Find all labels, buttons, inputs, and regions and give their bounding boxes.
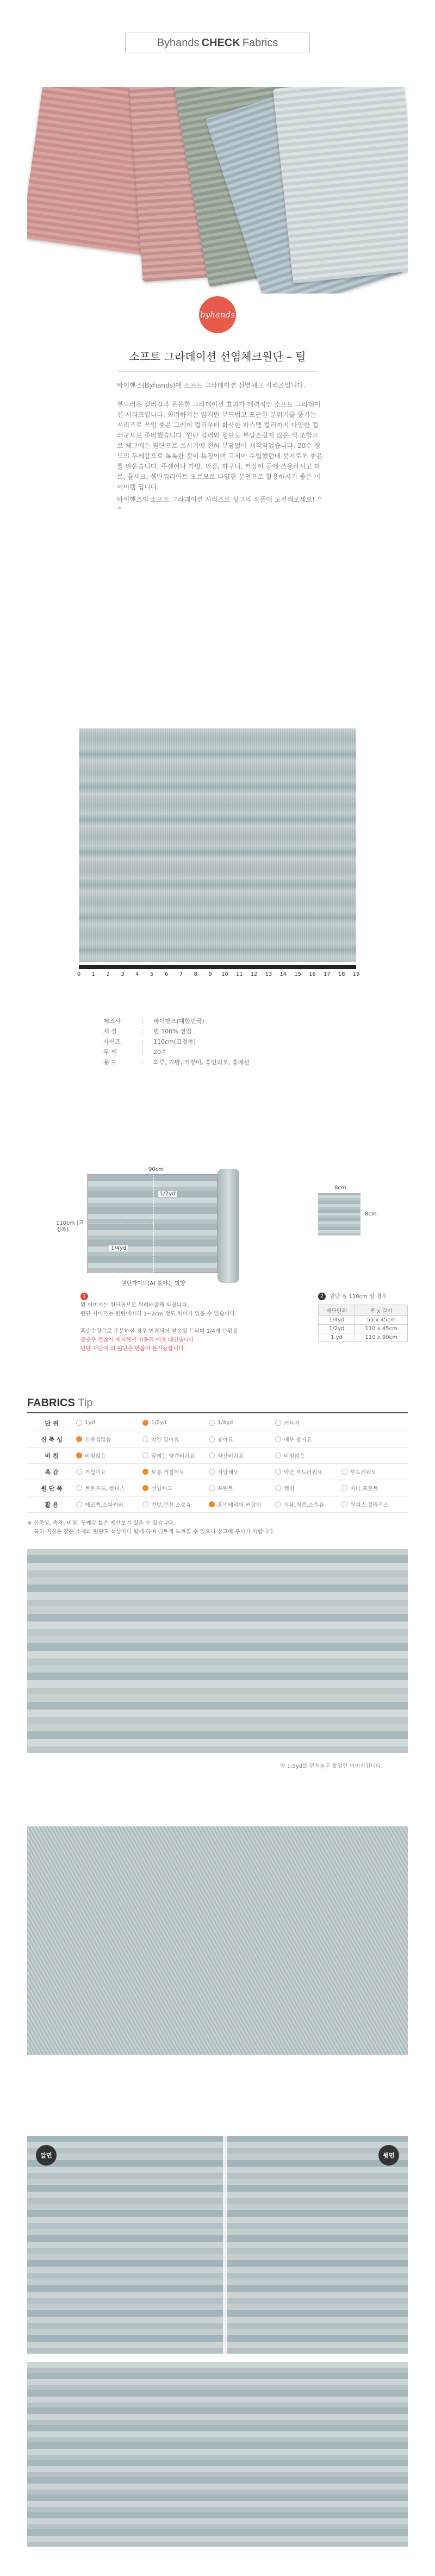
ruler-tick-label: 11: [235, 971, 243, 977]
tip-option: [341, 1500, 408, 1508]
tip-option: [275, 1500, 341, 1508]
intro-paragraph-2: 부드러운 컬러감과 은은한 그라데이션 효과가 매력적인 소프트 그라데이션 시리즈입니다. 화려하지는 않지만 부드럽고 포근한 분위기를 풍기는 시리즈로 쓰임 좋은 그레이 컬러부터 화사한 파스텔 컬러까지 다양한 컬러군으로 준비했습니다. 원단 컬러와 원단도 부담스럽지 않은 색 조합으로 체그에든 원단으로 쓰시기에 전혀 부담없이 제작되었습니다. 20수 정도의 두께감으로 톡톡한 것이 특징이며 고저에 수입했던데 뭇지로쏘 좋은를 바운습니다. 주센어나 가방, 의감, 파구니, 커장이 등에 쓰용하시고 파르, 틀세크, 셀탄워러이트 모르모로 다양한 분연으로 활용하시기 좋은 이 이이템 입니다.: [117, 401, 323, 491]
size-header-dim: 폭 x 길이: [355, 1305, 408, 1316]
radio-indicator-icon: [142, 1501, 148, 1507]
tip-row-label: 신 축 성: [41, 1436, 63, 1443]
fabric-panel-light: [273, 87, 408, 284]
size-row: [319, 1325, 408, 1333]
swatch-width-label: 8cm: [333, 1185, 348, 1191]
size-cell: 1/4yd: [319, 1316, 355, 1325]
ruler-tick-label: 1: [91, 971, 96, 977]
tip-option-label: 신축성없음: [85, 1437, 111, 1443]
size-cell: 110 x 90cm: [355, 1333, 408, 1342]
radio-indicator-icon: [76, 1501, 82, 1507]
tip-option-label: 앞에는 약간비쳐요: [151, 1454, 195, 1459]
radio-indicator-icon: [275, 1469, 281, 1475]
tip-option-label: 부드러워요: [350, 1470, 377, 1476]
tip-option-label: 약간 있어요: [151, 1437, 179, 1443]
tip-title-suffix: Tip: [78, 1397, 93, 1409]
brand-logo: [199, 296, 236, 333]
tip-option: [275, 1419, 341, 1427]
tip-divider: [27, 1412, 408, 1413]
tip-option-label: 의류,식품,소품류: [284, 1502, 324, 1508]
spec-colon: :: [141, 1038, 144, 1045]
ruler-bar: [79, 965, 356, 969]
size-cell: 55 x 45cm: [355, 1316, 408, 1325]
spec-colon: :: [141, 1028, 144, 1035]
tip-option: [76, 1435, 142, 1443]
tip-row-label: 원 단 폭: [41, 1485, 63, 1492]
tip-option: [76, 1420, 142, 1426]
ruler-tick-label: 15: [294, 971, 301, 977]
width-label: 90cm: [147, 1167, 165, 1172]
radio-indicator-icon: [209, 1420, 215, 1426]
size-header-unit: 재단단위: [319, 1305, 355, 1316]
tip-option-label: 선염체크: [151, 1486, 172, 1492]
spec-row: [103, 1016, 204, 1025]
size-row: [319, 1333, 408, 1342]
radio-indicator-icon: [76, 1436, 82, 1442]
tip-option: [142, 1468, 209, 1476]
radio-indicator-icon: [76, 1420, 82, 1426]
cut-b-label: 1/4yd: [109, 1245, 128, 1251]
radio-indicator-icon: [76, 1452, 82, 1458]
ruler-tick-label: 14: [279, 971, 287, 977]
fabric-closeup-detail: [27, 2362, 408, 2547]
fabric-closeup-flat: [27, 1549, 408, 1753]
fabric-swatch-image: [79, 728, 356, 962]
tip-option: [275, 1468, 341, 1476]
fabric-closeup-drape: [27, 1826, 408, 2055]
spec-value: 110cm(고정폭): [153, 1038, 196, 1045]
spec-row: [103, 1058, 250, 1066]
tip-option-label: 좋아요: [217, 1437, 233, 1443]
tip-option-label: 거칠어요: [85, 1470, 106, 1476]
selvedge-line: [223, 2136, 227, 2354]
direction-label: 원단가이드(A) 롤이는 방향: [120, 1278, 187, 1287]
brand-suffix: Fabrics: [242, 36, 278, 49]
spec-row: [103, 1047, 167, 1056]
tip-row-label: 촉 감: [45, 1468, 59, 1476]
tip-option: [142, 1500, 209, 1508]
tip-option: [209, 1500, 275, 1508]
note-1: [80, 1293, 276, 1354]
note-1-line: 위 이미지는 원크롬으로 원례배출해 타졌니다.: [80, 1302, 189, 1308]
radio-indicator-icon: [209, 1501, 215, 1507]
spec-key: 두 께: [103, 1049, 117, 1056]
radio-indicator-icon: [341, 1501, 347, 1507]
tip-row: [27, 1448, 408, 1464]
spec-colon: :: [141, 1059, 144, 1066]
size-cell: 1 yd: [319, 1333, 355, 1342]
brand-name: Byhands: [157, 36, 200, 49]
tip-option-label: 매우 좋아요: [284, 1437, 312, 1443]
tip-option: [142, 1435, 209, 1443]
size-cell: 110 x 45cm: [355, 1325, 408, 1333]
tip-option: [341, 1468, 408, 1476]
tip-option-label: 에코백,소파커버: [85, 1502, 123, 1508]
product-title: 소프트 그라데이션 선염체크원단 – 틸: [129, 350, 306, 363]
spec-row: [103, 1037, 196, 1046]
tip-option-label: 비침없음: [85, 1454, 106, 1459]
radio-indicator-icon: [142, 1485, 148, 1491]
tip-option-label: 커트지: [284, 1421, 300, 1427]
back-badge: 뒷면: [378, 2145, 399, 2166]
spec-colon: :: [141, 1049, 144, 1056]
note-1-marker: 1: [80, 1293, 88, 1300]
tip-option: [76, 1500, 142, 1508]
ruler-tick-label: 5: [150, 971, 154, 977]
closeup-caption: 약 1.5yd를 펀쳐놓고 촬영한 이미지입니다.: [280, 1763, 383, 1769]
radio-indicator-icon: [209, 1469, 215, 1475]
spec-row: [103, 1027, 191, 1036]
radio-indicator-icon: [76, 1485, 82, 1491]
size-row: [319, 1316, 408, 1325]
radio-indicator-icon: [341, 1485, 347, 1491]
tip-title: [27, 1397, 92, 1409]
tip-row-label: 비 침: [45, 1452, 59, 1459]
ruler-tick-label: 16: [309, 971, 316, 977]
note-1-line: 출순우 전찮시 재지해서 자동드 예초 때인습니다.: [80, 1337, 196, 1343]
tip-row: [27, 1415, 408, 1431]
tip-option: [76, 1484, 142, 1492]
size-table: [318, 1305, 408, 1342]
swatch-height-label: 8cm: [363, 1211, 378, 1217]
small-swatch-image: [318, 1193, 361, 1236]
tip-row: [27, 1464, 408, 1480]
radio-indicator-icon: [76, 1469, 82, 1475]
spec-value: 바이핸즈(대한민국): [153, 1018, 204, 1025]
tip-option-label: 프린트: [217, 1486, 233, 1492]
radio-indicator-icon: [142, 1452, 148, 1458]
radio-indicator-icon: [142, 1420, 148, 1426]
tip-option: [209, 1468, 275, 1476]
tip-option: [142, 1420, 209, 1426]
tip-option-label: 보통 거칠어요: [151, 1470, 185, 1476]
tip-row: [27, 1480, 408, 1496]
tip-option: [142, 1484, 209, 1492]
tip-option-label: 1yd: [85, 1420, 95, 1426]
tip-title-main: FABRICS: [27, 1397, 75, 1409]
spec-value: 면 100% 선염: [153, 1028, 192, 1035]
tip-option: [275, 1484, 341, 1492]
intro-paragraph-3: 바이핸즈의 소프트 그라데이션 시리즈로 싱그의 작품에 도전해보세요! ^ ^: [117, 496, 322, 514]
radio-indicator-icon: [275, 1452, 281, 1458]
tip-option-label: 트로우드, 켄버스: [85, 1486, 125, 1492]
tip-option: [142, 1451, 209, 1459]
note-1-lines: [80, 1301, 276, 1354]
hero-fabric-image: [27, 87, 408, 294]
tip-option-label: 1/4yd: [217, 1420, 233, 1426]
tip-footnote-2: 특히 비침은 같은 소재와 원단도 색상마다 함께 하며 더트게 느껴질 수 있으니 참고해 주시기 바랍니다.: [34, 1529, 275, 1535]
tip-option: [275, 1435, 341, 1443]
tip-option-label: 가방,쿠션,소품류: [151, 1502, 191, 1508]
height-label: 110cm (고정폭): [54, 1220, 86, 1233]
tip-row-label: 단 위: [45, 1419, 59, 1427]
spec-value: 의류, 가방, 커장이, 홈인리오, 홈패션: [153, 1059, 250, 1066]
tip-footnote-1: ※ 신축성, 촉착, 비침, 두께감 틀은 제안보기 있을 수 있습니다.: [27, 1520, 175, 1526]
ruler-tick-label: 12: [250, 971, 258, 977]
ruler-tick-label: 18: [338, 971, 345, 977]
size-cell: 1/2yd: [319, 1325, 355, 1333]
radio-indicator-icon: [275, 1485, 281, 1491]
note-1-line: 원단 사이즈는 원탄에따라 1~2cm 정도 차이가 있을 수 있습니다.: [80, 1311, 237, 1317]
spec-key: 사이즈: [103, 1038, 121, 1045]
tip-option-label: 캔버: [284, 1486, 295, 1492]
ruler-tick-label: 2: [106, 971, 110, 977]
brand-highlight: CHECK: [201, 36, 240, 49]
tip-option: [209, 1435, 275, 1443]
tip-option-label: 비침많음: [284, 1454, 305, 1459]
ruler-tick-label: 10: [221, 971, 228, 977]
tip-option: [76, 1468, 142, 1476]
tip-option: [209, 1420, 275, 1426]
radio-indicator-icon: [275, 1501, 281, 1507]
tip-option: [341, 1484, 408, 1492]
radio-indicator-icon: [142, 1436, 148, 1442]
tip-option-label: 아나,프로트: [350, 1486, 378, 1492]
ruler-tick-label: 3: [121, 971, 125, 977]
spec-key: 용 도: [103, 1059, 117, 1066]
fabric-front-back: [27, 2136, 408, 2354]
note-1-line: [80, 1319, 276, 1327]
radio-indicator-icon: [209, 1452, 215, 1458]
tip-row-label: 활 용: [45, 1501, 59, 1508]
tip-option: [275, 1451, 341, 1459]
tip-option-label: 약간비쳐요: [217, 1454, 244, 1459]
spec-colon: :: [141, 1018, 144, 1025]
cut-a-label: 1/2yd: [158, 1191, 177, 1197]
note-1-line: 판단 재단에 의 원단은 반품이 불가능합니다.: [80, 1346, 185, 1352]
tip-option: [209, 1484, 275, 1492]
tip-option-label: 홈인테리어,커장이: [217, 1502, 262, 1508]
radio-indicator-icon: [209, 1485, 215, 1491]
ruler-tick-label: 4: [135, 971, 139, 977]
tip-option: [76, 1451, 142, 1459]
ruler-tick-label: 0: [77, 971, 81, 977]
tip-option-label: 원피스,블라우스: [350, 1502, 389, 1508]
radio-indicator-icon: [209, 1436, 215, 1442]
tip-option-label: 적당해요: [217, 1470, 239, 1476]
spec-value: 20수: [153, 1049, 167, 1056]
cut-diagram: [87, 1174, 217, 1273]
note-2-marker: 2: [318, 1293, 326, 1300]
tip-option: [209, 1451, 275, 1459]
ruler-tick-label: 17: [323, 971, 331, 977]
radio-indicator-icon: [341, 1469, 347, 1475]
radio-indicator-icon: [275, 1436, 281, 1442]
ruler-tick-label: 19: [352, 971, 360, 977]
note-2-title: 원단 폭 110cm 일 경우: [330, 1294, 387, 1300]
brand-logo-text: byhands: [200, 310, 235, 320]
spec-key: 재 질: [103, 1028, 117, 1035]
front-badge: 앞면: [36, 2145, 57, 2166]
radio-indicator-icon: [142, 1469, 148, 1475]
note-1-line: 혹순수량으로 주문하실 경우 연결되어 발송될 드리며 1/4개 단위를: [80, 1328, 238, 1334]
ruler-tick-label: 6: [164, 971, 169, 977]
note-2: [318, 1293, 387, 1301]
tip-option-label: 약간 부드러워요: [284, 1470, 322, 1476]
title-divider: [117, 371, 318, 372]
spec-key: 제조사: [103, 1018, 121, 1025]
tip-row: [27, 1431, 408, 1448]
tip-option-label: 1/2yd: [151, 1420, 167, 1426]
tip-row: [27, 1496, 408, 1513]
radio-indicator-icon: [275, 1420, 281, 1426]
ruler-tick-label: 8: [194, 971, 197, 977]
ruler-tick-label: 9: [208, 971, 212, 977]
ruler-tick-label: 7: [179, 971, 183, 977]
intro-paragraph-1: 바이핸즈(Byhands)에 소프트 그라데이션 선염체크 시리즈입니다.: [117, 382, 306, 389]
brand-header: [125, 33, 310, 53]
fabric-roll: [217, 1169, 239, 1283]
ruler-tick-label: 13: [265, 971, 272, 977]
